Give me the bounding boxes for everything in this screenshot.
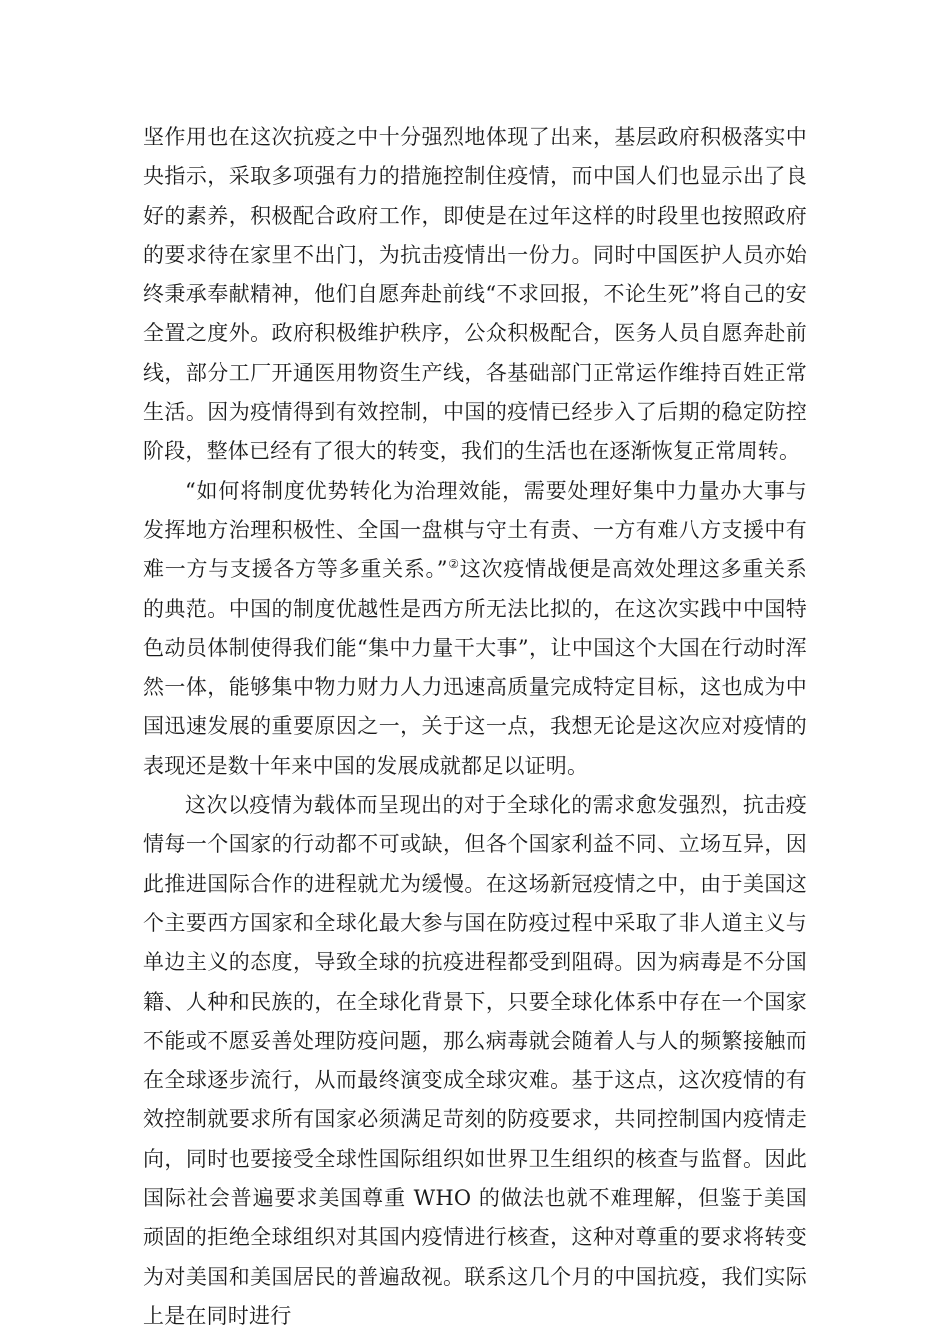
paragraph-1 [143, 118, 807, 472]
paragraph-3 [143, 786, 807, 1336]
paragraph-1-text: 坚作用也在这次抗疫之中十分强烈地体现了出来，基层政府积极落实中央指示，采取多项强有力的措施控制住疫情，而中国人们也显示出了良好的素养，积极配合政府工作，即使是在过年这样的时段里也按照政府的要求待在家里不出门，为抗击疫情出一份力。同时中国医护人员亦始终秉承奉献精神，他们自愿奔赴前线“不求回报，不论生死”将自己的安全置之度外。政府积极维护秩序，公众积极配合，医务人员自愿奔赴前线，部分工厂开通医用物资生产线，各基础部门正常运作维持百姓正常生活。因为疫情得到有效控制，中国的疫情已经步入了后期的稳定防控阶段，整体已经有了很大的转变，我们的生活也在逐渐恢复正常周转。 [143, 125, 807, 464]
paragraph-2-text-a: “如何将制度优势转化为治理效能，需要处理好集中力量办大事与发挥地方治理积极性、全国一盘棋与守土有责、一方有难八方支援中有难一方与支援各方等多重关系。” [143, 478, 807, 582]
paragraph-3-text: 这次以疫情为载体而呈现出的对于全球化的需求愈发强烈，抗击疫情每一个国家的行动都不可或缺，但各个国家利益不同、立场互异，因此推进国际合作的进程就尤为缓慢。在这场新冠疫情之中，由于美国这个主要西方国家和全球化最大参与国在防疫过程中采取了非人道主义与单边主义的态度，导致全球的抗疫进程都受到阻碍。因为病毒是不分国籍、人种和民族的，在全球化背景下，只要全球化体系中存在一个国家不能或不愿妥善处理防疫问题，那么病毒就会随着人与人的频繁接触而在全球逐步流行，从而最终演变成全球灾难。基于这点，这次疫情的有效控制就要求所有国家必须满足苛刻的防疫要求，共同控制国内疫情走向，同时也要接受全球性国际组织如世界卫生组织的核查与监督。因此国际社会普遍要求美国尊重 WHO 的做法也就不难理解，但鉴于美国顽固的拒绝全球组织对其国内疫情进行核查，这种对尊重的要求将转变为对美国和美国居民的普遍敌视。联系这几个月的中国抗疫，我们实际上是在同时进行 [143, 793, 807, 1328]
footnote-marker: ② [447, 557, 460, 572]
paragraph-2 [143, 472, 807, 786]
paragraph-2-text-b: 这次疫情战便是高效处理这多重关系的典范。中国的制度优越性是西方所无法比拟的，在这次实践中中国特色动员体制使得我们能“集中力量干大事”，让中国这个大国在行动时浑然一体，能够集中物力财力人力迅速高质量完成特定目标，这也成为中国迅速发展的重要原因之一，关于这一点，我想无论是这次应对疫情的表现还是数十年来中国的发展成就都足以证明。 [143, 557, 807, 778]
document-body [143, 118, 807, 1336]
